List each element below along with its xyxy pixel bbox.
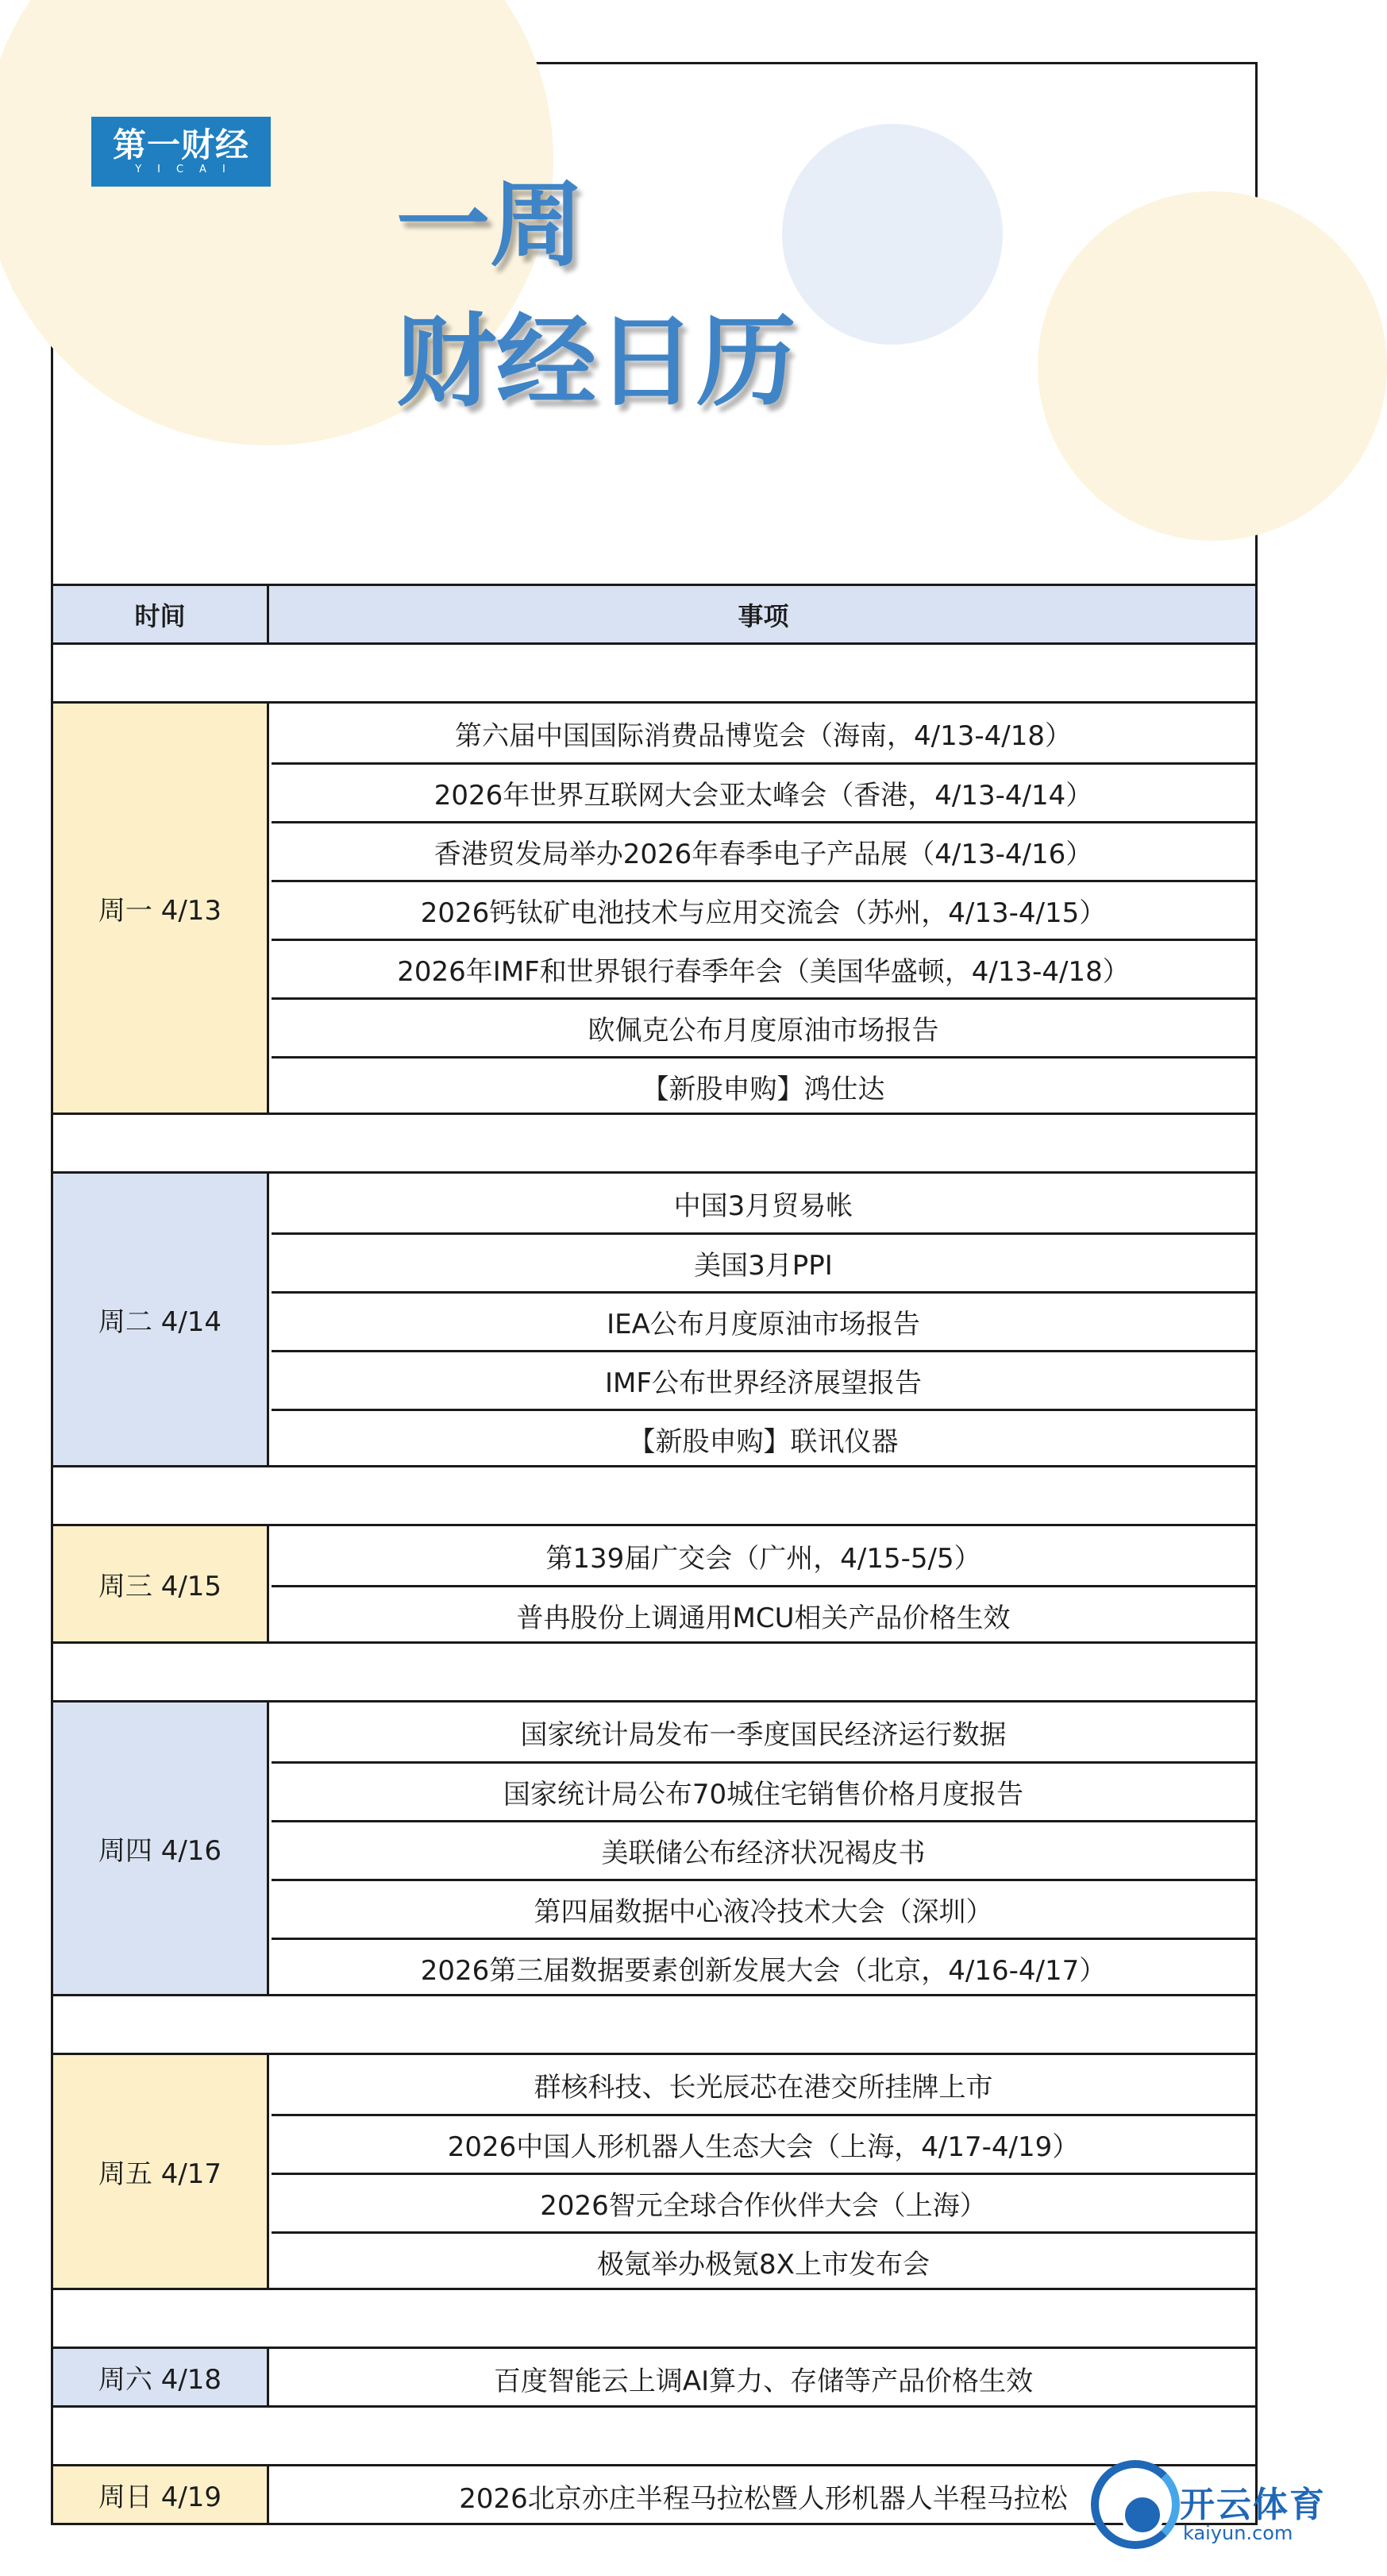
- day-label: 周一 4/13: [53, 704, 269, 1113]
- event-item: 美联储公布经济状况褐皮书: [272, 1820, 1255, 1879]
- event-item: IEA公布月度原油市场报告: [272, 1291, 1255, 1350]
- event-item: 普冉股份上调通用MCU相关产品价格生效: [272, 1585, 1255, 1644]
- event-item: 国家统计局公布70城住宅销售价格月度报告: [272, 1761, 1255, 1820]
- day-label: 周三 4/15: [53, 1526, 269, 1641]
- event-item: 欧佩克公布月度原油市场报告: [272, 997, 1255, 1056]
- day-label: 周五 4/17: [53, 2055, 269, 2288]
- decor-circle-middle: [782, 124, 1003, 345]
- event-item: 2026第三届数据要素创新发展大会（北京，4/16-4/17）: [272, 1938, 1255, 1996]
- watermark-text: 开云体育: [1180, 2485, 1326, 2525]
- day-label: 周二 4/14: [53, 1174, 269, 1465]
- event-item: 国家统计局发布一季度国民经济运行数据: [520, 1718, 1007, 1751]
- event-list: [272, 2055, 1255, 2290]
- spacer-row: [53, 1641, 1255, 1700]
- day-row: [53, 1700, 1255, 1994]
- event-item: 【新股申购】鸿仕达: [272, 1056, 1255, 1115]
- event-item: 群核科技、长光辰芯在港交所挂牌上市: [534, 2071, 993, 2104]
- event-item: 2026年世界互联网大会亚太峰会（香港，4/13-4/14）: [272, 762, 1255, 821]
- spacer-row: [53, 2288, 1255, 2347]
- event-item: 中国3月贸易帐: [673, 1190, 853, 1222]
- event-item: 第六届中国国际消费品博览会（海南，4/13-4/18）: [455, 719, 1072, 752]
- soccer-ball-icon: [1121, 2493, 1164, 2536]
- day-row: [53, 701, 1255, 1113]
- calendar-poster: [51, 62, 1258, 2525]
- event-item: 第139届广交会（广州，4/15-5/5）: [545, 1542, 981, 1575]
- event-item: 2026智元全球合作伙伴大会（上海）: [272, 2173, 1255, 2231]
- event-item: 百度智能云上调AI算力、存储等产品价格生效: [493, 2365, 1034, 2397]
- day-label: 周六 4/18: [53, 2349, 269, 2405]
- event-item: 美国3月PPI: [272, 1232, 1255, 1291]
- day-row: [53, 1524, 1255, 1641]
- logo-subtext: YICAI: [135, 164, 241, 175]
- event-item: 香港贸发局举办2026年春季电子产品展（4/13-4/16）: [272, 821, 1255, 880]
- event-item: 2026中国人形机器人生态大会（上海，4/17-4/19）: [272, 2114, 1255, 2173]
- kaiyun-watermark: [1086, 2454, 1326, 2573]
- header-items: 事项: [738, 600, 789, 631]
- spacer-row: [53, 642, 1255, 701]
- event-list: [272, 2349, 1255, 2408]
- spacer-row: [53, 1465, 1255, 1524]
- day-label: 周四 4/16: [53, 1703, 269, 1994]
- spacer-row: [53, 2405, 1255, 2464]
- event-list: [272, 704, 1255, 1115]
- spacer-row: [53, 1994, 1255, 2053]
- header-time: 时间: [53, 586, 269, 642]
- spacer-row: [53, 1113, 1255, 1171]
- logo-text: 第一财经: [112, 125, 249, 164]
- yicai-logo: [91, 117, 271, 187]
- day-row: [53, 2464, 1255, 2523]
- day-row: [53, 2053, 1255, 2288]
- event-list: [272, 1526, 1255, 1644]
- poster-header: [53, 64, 1255, 584]
- event-list: [272, 1174, 1255, 1467]
- event-item: 第四届数据中心液冷技术大会（深圳）: [272, 1879, 1255, 1938]
- event-item: 2026年IMF和世界银行春季年会（美国华盛顿，4/13-4/18）: [272, 939, 1255, 997]
- event-item: IMF公布世界经济展望报告: [272, 1350, 1255, 1409]
- event-list: [272, 1703, 1255, 1996]
- day-row: [53, 1171, 1255, 1465]
- event-item: 【新股申购】联讯仪器: [272, 1409, 1255, 1467]
- day-row: [53, 2347, 1255, 2405]
- watermark-url: kaiyun.com: [1183, 2522, 1293, 2544]
- table-header-row: [53, 584, 1255, 642]
- day-label: 周日 4/19: [53, 2466, 269, 2523]
- event-item: 2026北京亦庄半程马拉松暨人形机器人半程马拉松: [459, 2482, 1068, 2515]
- decor-circle-right: [1038, 191, 1387, 541]
- event-item: 极氪举办极氪8X上市发布会: [272, 2231, 1255, 2290]
- title-line-2: 财经日历: [396, 303, 796, 420]
- title-line-1: 一周: [396, 170, 584, 280]
- event-item: 2026钙钛矿电池技术与应用交流会（苏州，4/13-4/15）: [272, 880, 1255, 939]
